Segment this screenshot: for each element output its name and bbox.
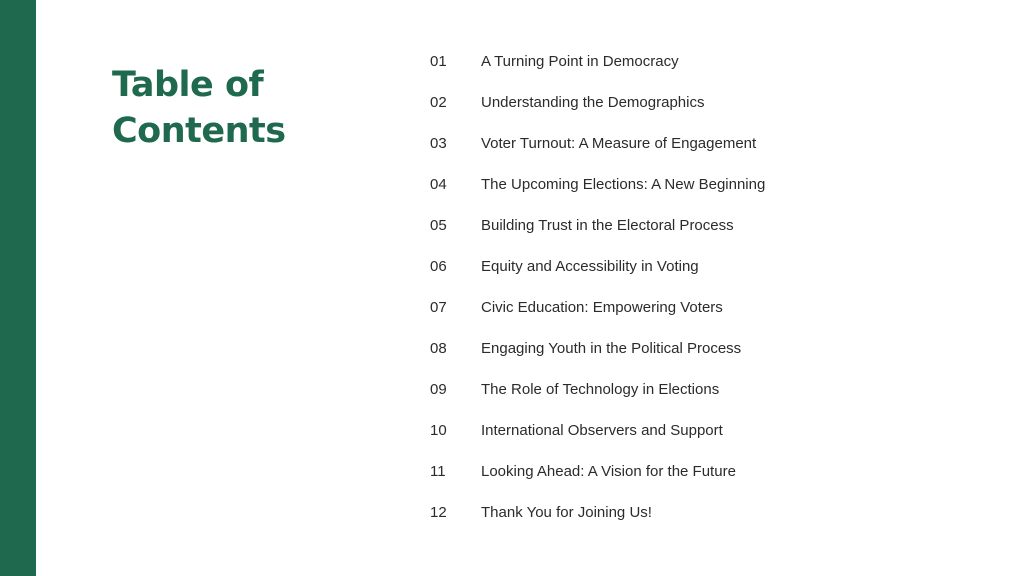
toc-item-label: Building Trust in the Electoral Process [481, 217, 734, 234]
toc-item-label: The Role of Technology in Elections [481, 381, 720, 398]
toc-item-number: 02 [430, 94, 447, 111]
table-of-contents-list [430, 41, 990, 533]
toc-item[interactable] [430, 164, 990, 205]
title-line-2: Contents [112, 111, 286, 151]
toc-item-number: 11 [430, 463, 446, 480]
toc-item-label: Understanding the Demographics [481, 94, 705, 111]
toc-item-number: 07 [430, 299, 447, 316]
title-line-1: Table of [112, 65, 264, 105]
toc-item[interactable] [430, 205, 990, 246]
toc-item-number: 08 [430, 340, 447, 357]
toc-item-label: Thank You for Joining Us! [481, 504, 652, 521]
toc-item[interactable] [430, 287, 990, 328]
toc-item-label: Engaging Youth in the Political Process [481, 340, 742, 357]
toc-item-label: International Observers and Support [481, 422, 723, 439]
left-accent-band [0, 0, 36, 576]
toc-item[interactable] [430, 410, 990, 451]
toc-item-number: 12 [430, 504, 447, 521]
toc-item[interactable] [430, 369, 990, 410]
page-title [112, 62, 332, 154]
toc-item-label: Voter Turnout: A Measure of Engagement [481, 135, 757, 152]
toc-item[interactable] [430, 246, 990, 287]
toc-item-label: Equity and Accessibility in Voting [481, 258, 699, 275]
toc-item-label: The Upcoming Elections: A New Beginning [481, 176, 766, 193]
toc-item[interactable] [430, 41, 990, 82]
toc-item-number: 03 [430, 135, 447, 152]
toc-item-number: 06 [430, 258, 447, 275]
toc-item-number: 01 [430, 53, 447, 70]
toc-item-label: Civic Education: Empowering Voters [481, 299, 723, 316]
toc-item[interactable] [430, 82, 990, 123]
toc-item-number: 09 [430, 381, 447, 398]
toc-item[interactable] [430, 492, 990, 533]
toc-item[interactable] [430, 123, 990, 164]
toc-item-label: Looking Ahead: A Vision for the Future [481, 463, 736, 480]
toc-item-label: A Turning Point in Democracy [481, 53, 679, 70]
toc-item-number: 05 [430, 217, 447, 234]
toc-item-number: 04 [430, 176, 447, 193]
toc-item[interactable] [430, 328, 990, 369]
toc-item[interactable] [430, 451, 990, 492]
toc-item-number: 10 [430, 422, 447, 439]
